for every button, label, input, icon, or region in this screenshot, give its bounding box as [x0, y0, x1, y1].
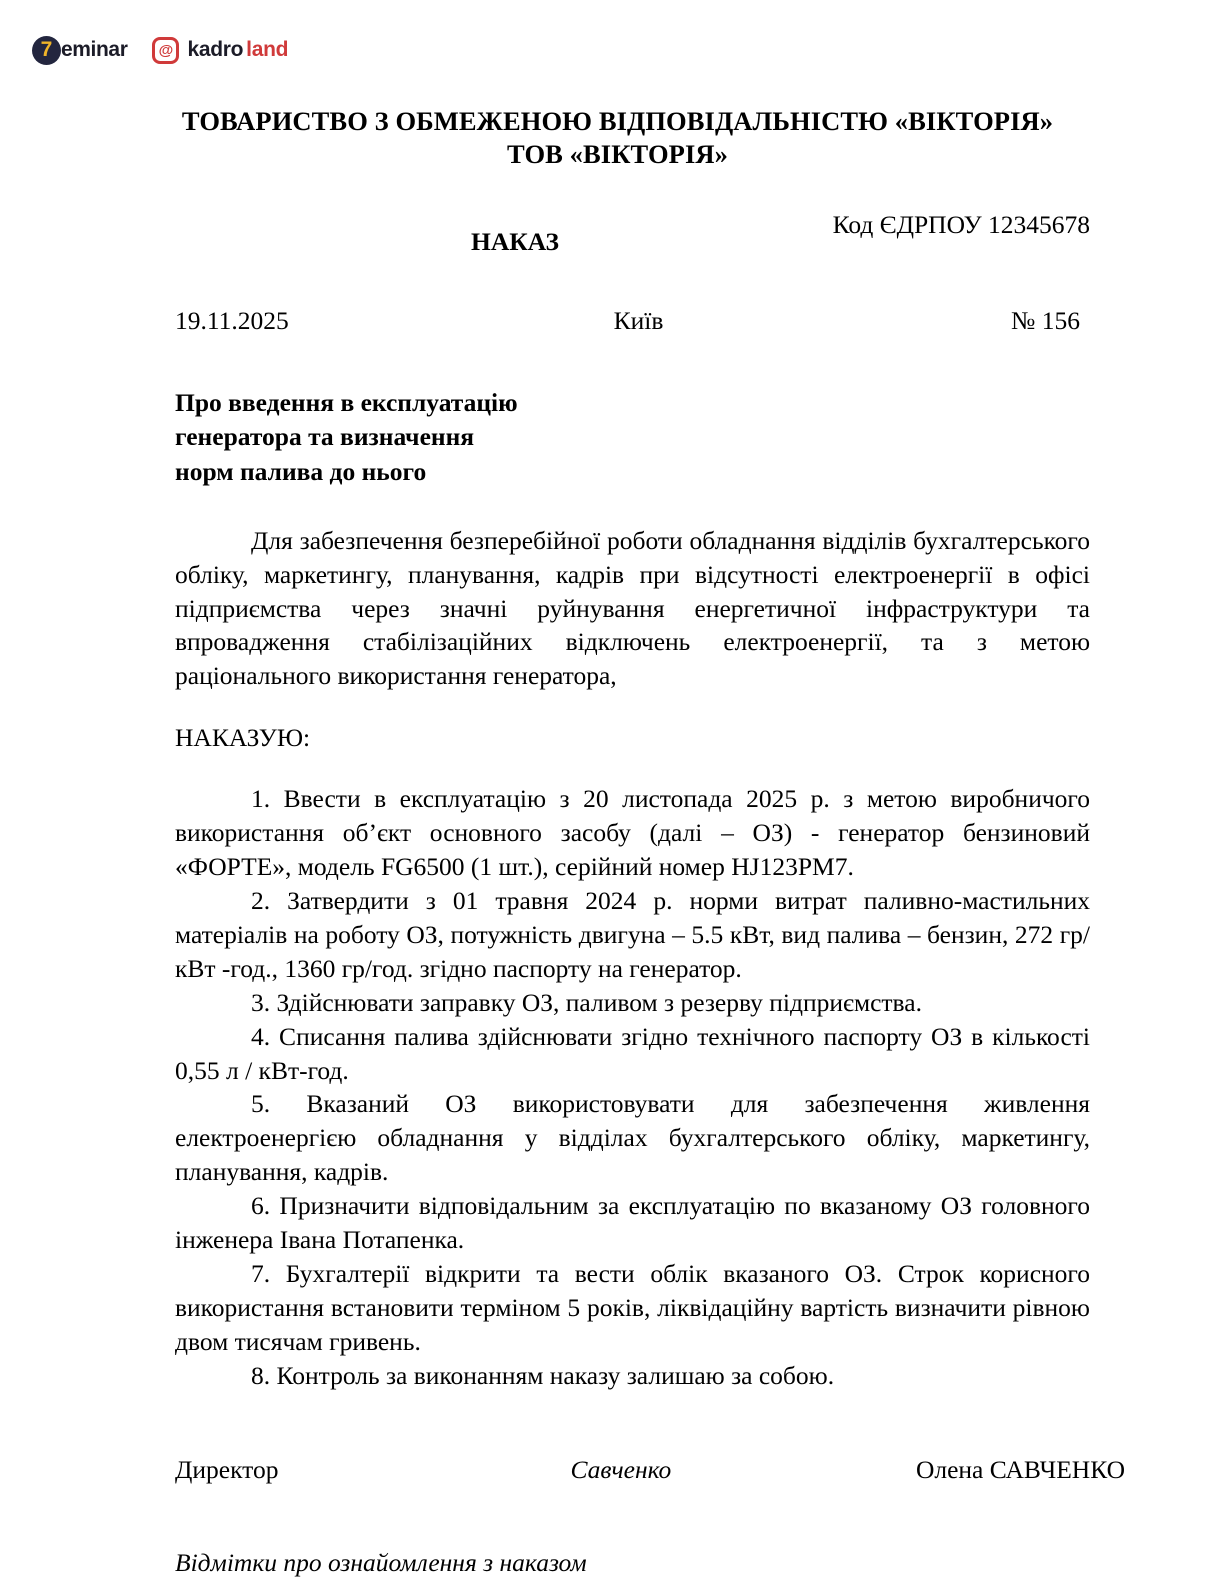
organization-title-line-1: ТОВАРИСТВО З ОБМЕЖЕНОЮ ВІДПОВІДАЛЬНІСТЮ «ВІКТОРІЯ» [181, 106, 1054, 136]
document-subject-line-2: генератора та визначення [175, 422, 475, 452]
preamble-paragraph: Для забезпечення безперебійної роботи обладнання відділів бухгалтерського обліку, маркетингу, планування, кадрів при відсутності електроенергії в офісі підприємства через значні руйнування енергетичної інфраструктури та впровадження стабілізаційних відключень електроенергії, та з метою раціонального використання генератора, [175, 525, 1090, 691]
order-item: 2. Затвердити з 01 травня 2024 р. норми витрат паливно-мастильних матеріалів на роботу ОЗ, потужність двигуна – 5.5 кВт, вид палива – бензин, 272 гр/ кВт -год., 1360 гр/год. згідно паспорту на генератор. [175, 886, 1090, 983]
acknowledgement-note: Відмітки про ознайомлення з наказом [175, 1547, 587, 1577]
document-number: № 156 [1011, 305, 1080, 335]
signer-position: Директор [175, 1454, 279, 1484]
order-item: 6. Призначити відповідальним за експлуатацію по вказаному ОЗ головного інженера Івана Потапенка. [175, 1191, 1090, 1255]
zeminar-logo-text: eminar [61, 38, 128, 61]
document-meta-row [175, 306, 1155, 336]
signature-row [175, 1455, 1155, 1485]
order-item: 1. Ввести в експлуатацію з 20 листопада 2025 р. з метою виробничого використання об’єкт основного засобу (далі – ОЗ) - генератор бензиновий «ФОРТЕ», модель FG6500 (1 шт.), серійний номер HJ123PM7. [175, 784, 1090, 882]
document-date: 19.11.2025 [175, 305, 289, 335]
kadroland-logo-text-dark: kadro [187, 38, 244, 61]
at-glyph: @ [158, 41, 174, 59]
order-item: 8. Контроль за виконанням наказу залишаю за собою. [251, 1360, 835, 1390]
signature-mark: Савченко [570, 1454, 672, 1484]
document-subject [175, 386, 1155, 490]
document-subject-line-3: норм палива до нього [175, 457, 427, 487]
signer-name: Олена САВЧЕНКО [915, 1454, 1125, 1484]
document-subject-line-1: Про введення в експлуатацію [175, 387, 518, 417]
order-item: 5. Вказаний ОЗ використовувати для забезпечення живлення електроенергією обладнання у відділах бухгалтерського обліку, маркетингу, планування, кадрів. [175, 1089, 1090, 1187]
order-item: 3. Здійснювати заправку ОЗ, паливом з резерву підприємства. [251, 987, 922, 1017]
order-item: 4. Списання палива здійснювати згідно технічного паспорту ОЗ в кількості 0,55 л / кВт-год. [175, 1021, 1090, 1085]
kadroland-logo-text-accent: land [246, 38, 289, 61]
order-items-list [175, 782, 1155, 1392]
edrpou-code: Код ЄДРПОУ 12345678 [832, 209, 1090, 239]
document-type-heading: НАКАЗ [471, 226, 559, 256]
organization-title [175, 105, 1060, 172]
seven-glyph: 7 [40, 37, 53, 61]
document-city: Київ [613, 305, 664, 335]
order-verb: НАКАЗУЮ: [175, 723, 311, 753]
order-item: 7. Бухгалтерії відкрити та вести облік вказаного ОЗ. Строк корисного використання встановити терміном 5 років, ліквідаційну вартість визначити рівною двом тисячам гривень. [175, 1258, 1090, 1356]
organization-title-line-2: ТОВ «ВІКТОРІЯ» [507, 139, 728, 170]
